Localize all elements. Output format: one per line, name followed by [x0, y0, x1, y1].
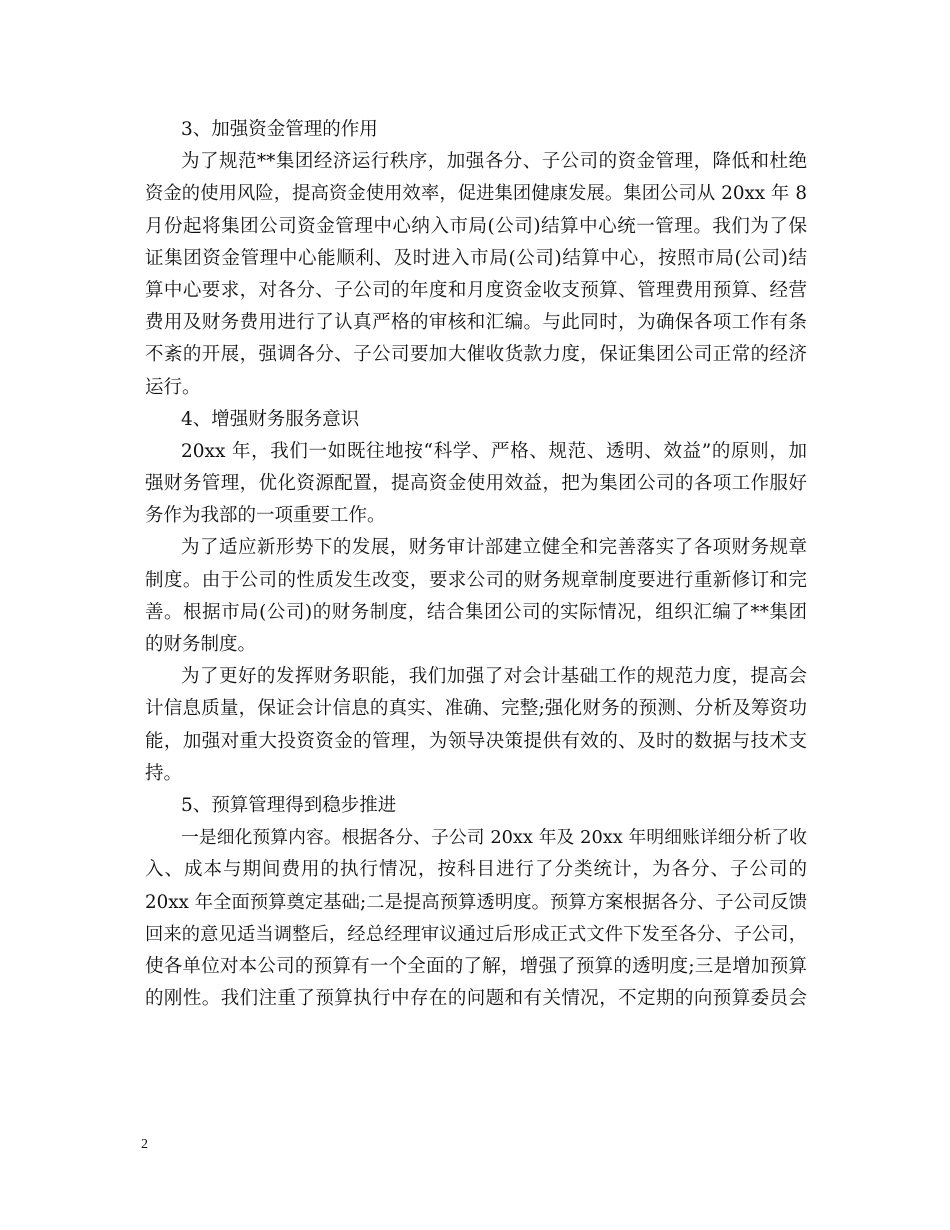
text-line: 为了适应新形势下的发展，财务审计部建立健全和完善落实了各项财务规章	[181, 537, 807, 559]
text-line: 3、加强资金管理的作用	[181, 119, 378, 140]
text-line: 20xx 年，我们一如既往地按“科学、严格、规范、透明、效益”的原则，加	[181, 440, 807, 462]
text-line: 5、预算管理得到稳步推进	[181, 794, 397, 816]
text-line: 运行。	[145, 376, 201, 398]
text-line: 制度。由于公司的性质发生改变，要求公司的财务规章制度要进行重新修订和完	[145, 569, 807, 591]
text-line: 算中心要求，对各分、子公司的年度和月度资金收支预算、管理费用预算、经营	[145, 279, 807, 301]
text-line: 为了更好的发挥财务职能，我们加强了对会计基础工作的规范力度，提高会	[181, 666, 807, 688]
text-line: 入、成本与期间费用的执行情况，按科目进行了分类统计，为各分、子公司的	[145, 859, 807, 881]
text-line: 能，加强对重大投资资金的管理，为领导决策提供有效的、及时的数据与技术支	[145, 730, 807, 752]
text-line: 为了规范**集团经济运行秩序，加强各分、子公司的资金管理，降低和杜绝	[181, 151, 807, 173]
page-number: 2	[141, 1137, 148, 1152]
text-line: 务作为我部的一项重要工作。	[145, 505, 386, 527]
text-line: 4、增强财务服务意识	[181, 408, 360, 430]
text-line: 回来的意见适当调整后，经总经理审议通过后形成正式文件下发至各分、子公司，	[145, 923, 807, 945]
text-line: 资金的使用风险，提高资金使用效率，促进集团健康发展。集团公司从 20xx 年 8	[145, 183, 807, 205]
text-line: 的财务制度。	[145, 634, 257, 655]
text-line: 使各单位对本公司的预算有一个全面的了解，增强了预算的透明度;三是增加预算	[145, 955, 807, 977]
text-line: 计信息质量，保证会计信息的真实、准确、完整;强化财务的预测、分析及筹资功	[145, 698, 807, 720]
text-line: 的刚性。我们注重了预算执行中存在的问题和有关情况，不定期的向预算委员会	[145, 988, 807, 1010]
text-line: 持。	[145, 762, 183, 784]
text-line: 不紊的开展，强调各分、子公司要加大催收货款力度，保证集团公司正常的经济	[145, 344, 807, 366]
text-line: 月份起将集团公司资金管理中心纳入市局(公司)结算中心统一管理。我们为了保	[145, 215, 807, 237]
text-line: 证集团资金管理中心能顺利、及时进入市局(公司)结算中心，按照市局(公司)结	[145, 247, 807, 269]
text-line: 一是细化预算内容。根据各分、子公司 20xx 年及 20xx 年明细账详细分析了收	[181, 828, 807, 849]
text-line: 费用及财务费用进行了认真严格的审核和汇编。与此同时，为确保各项工作有条	[145, 312, 807, 334]
text-line: 善。根据市局(公司)的财务制度，结合集团公司的实际情况，组织汇编了**集团	[145, 601, 807, 623]
document-body	[145, 114, 807, 1015]
text-line: 强财务管理，优化资源配置，提高资金使用效益，把为集团公司的各项工作服好	[145, 473, 807, 495]
text-line: 20xx 年全面预算奠定基础;二是提高预算透明度。预算方案根据各分、子公司反馈	[145, 891, 807, 913]
